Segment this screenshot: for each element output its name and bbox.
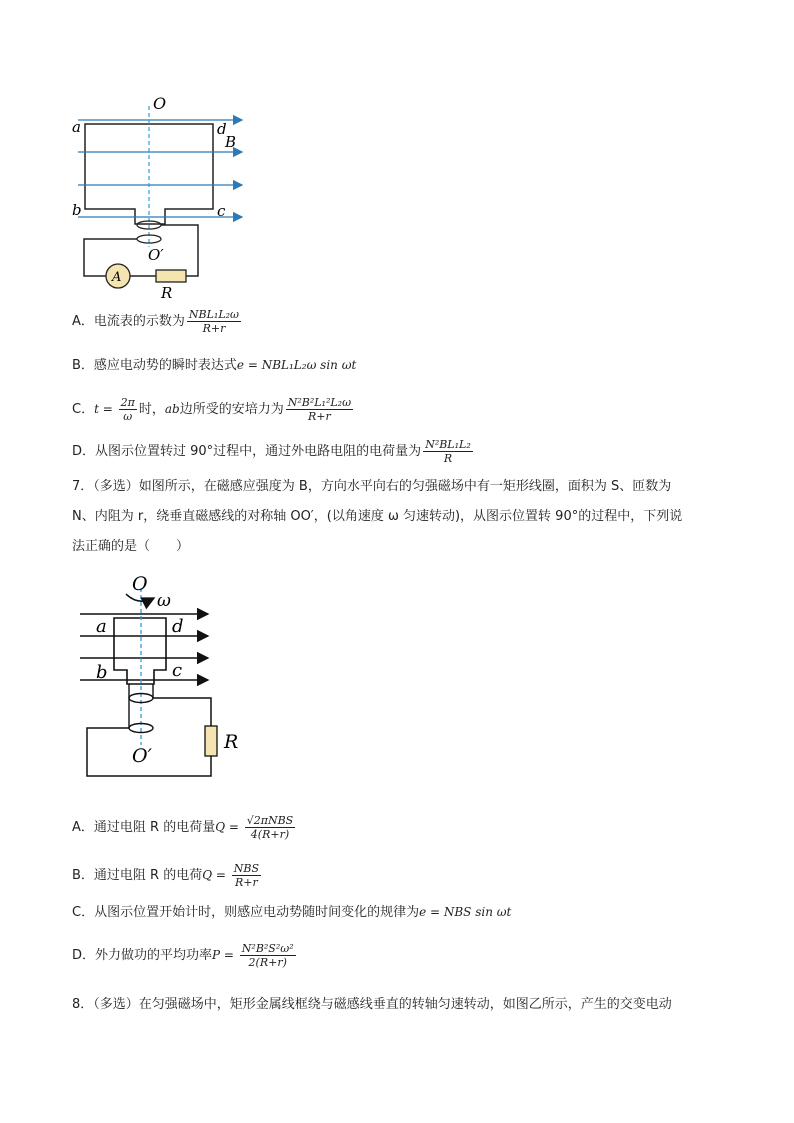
svg-text:c: c [217, 202, 226, 220]
fraction: $\frac{\text{NBS}}{R+r}$ [233, 862, 259, 889]
svg-text:b: b [72, 201, 82, 219]
svg-text:R: R [161, 284, 173, 302]
svg-text:A: A [112, 270, 122, 285]
fraction: $\frac{\text{N²BL₁L₂}}{R}$ [425, 438, 471, 465]
circuit-wire [153, 698, 211, 726]
fraction: $\frac{\text{NBL₁L₂ω}}{R+r}$ [188, 308, 240, 335]
q7-line-3: 法正确的是（ ） [72, 539, 190, 554]
svg-text:d: d [217, 120, 227, 138]
q7-line-2: N、内阻为 r，绕垂直磁感线的对称轴 OO′，(以角速度 ω 匀速转动)，从图示位置转 90°的过程中，下列说 [72, 509, 683, 524]
svg-text:B: B [225, 133, 237, 151]
svg-text:O′: O′ [148, 246, 164, 264]
figure-2-coil-diagram [74, 570, 254, 782]
figure-1-coil-diagram [60, 92, 260, 302]
q6-option-c: C．t = $\frac{2\pi}{\omega}$ 时，ab边所受的安培力为 $\frac{\text{N²B²L₁²L₂ω}}{R+r}$ [72, 396, 352, 423]
svg-text:b: b [96, 662, 108, 683]
q6-option-d: D．从图示位置转过 90°过程中，通过外电路电阻的电荷量为 $\frac{\text{N²BL₁L₂}}{R}$ [72, 438, 471, 465]
coil-frame [85, 124, 213, 224]
svg-text:O′: O′ [132, 745, 152, 767]
fraction: $\frac{\text{N²B²L₁²L₂ω}}{R+r}$ [287, 396, 352, 423]
q6-option-b: B．感应电动势的瞬时表达式e = NBL₁L₂ω sin ωt [72, 358, 357, 373]
q7-line-1: 7．（多选）如图所示，在磁感应强度为 B，方向水平向右的匀强磁场中有一矩形线圈，面积为 S、匝数为 [72, 479, 672, 494]
fraction: $\frac{2\pi}{\omega}$ [120, 396, 135, 423]
q7-option-a: A．通过电阻 R 的电荷量Q = $\frac{\text{√2πNBS}}{4(R+r)}$ [72, 814, 294, 841]
q7-option-d: D．外力做功的平均功率P = $\frac{\text{N²B²S²ω²}}{2(R+r)}$ [72, 942, 294, 969]
resistor [205, 726, 217, 756]
q7-option-c: C．从图示位置开始计时，则感应电动势随时间变化的规律为e = NBS sin ωt [72, 905, 512, 920]
rotation-arrow [126, 594, 154, 601]
fraction: $\frac{\text{√2πNBS}}{4(R+r)}$ [246, 814, 294, 841]
q6-option-a: A．电流表的示数为 $\frac{\text{NBL₁L₂ω}}{R+r}$ [72, 308, 240, 335]
circuit-wire [161, 225, 198, 276]
svg-text:a: a [72, 118, 81, 136]
q7-option-b: B．通过电阻 R 的电荷Q = $\frac{\text{NBS}}{R+r}$ [72, 862, 259, 889]
svg-text:O: O [132, 573, 148, 595]
q8-stem [72, 990, 722, 1020]
q7-stem [72, 472, 722, 562]
svg-text:d: d [172, 616, 184, 637]
svg-text:R: R [224, 731, 239, 753]
svg-text:a: a [96, 616, 107, 637]
svg-text:ω: ω [157, 591, 171, 611]
fraction: $\frac{\text{N²B²S²ω²}}{2(R+r)}$ [241, 942, 294, 969]
svg-text:O: O [153, 94, 167, 113]
svg-text:c: c [172, 660, 183, 681]
q8-line-1: 8．（多选）在匀强磁场中，矩形金属线框绕与磁感线垂直的转轴匀速转动，如图乙所示，产生的交变电动 [72, 997, 672, 1012]
coil-frame [114, 618, 166, 684]
resistor [156, 270, 186, 282]
